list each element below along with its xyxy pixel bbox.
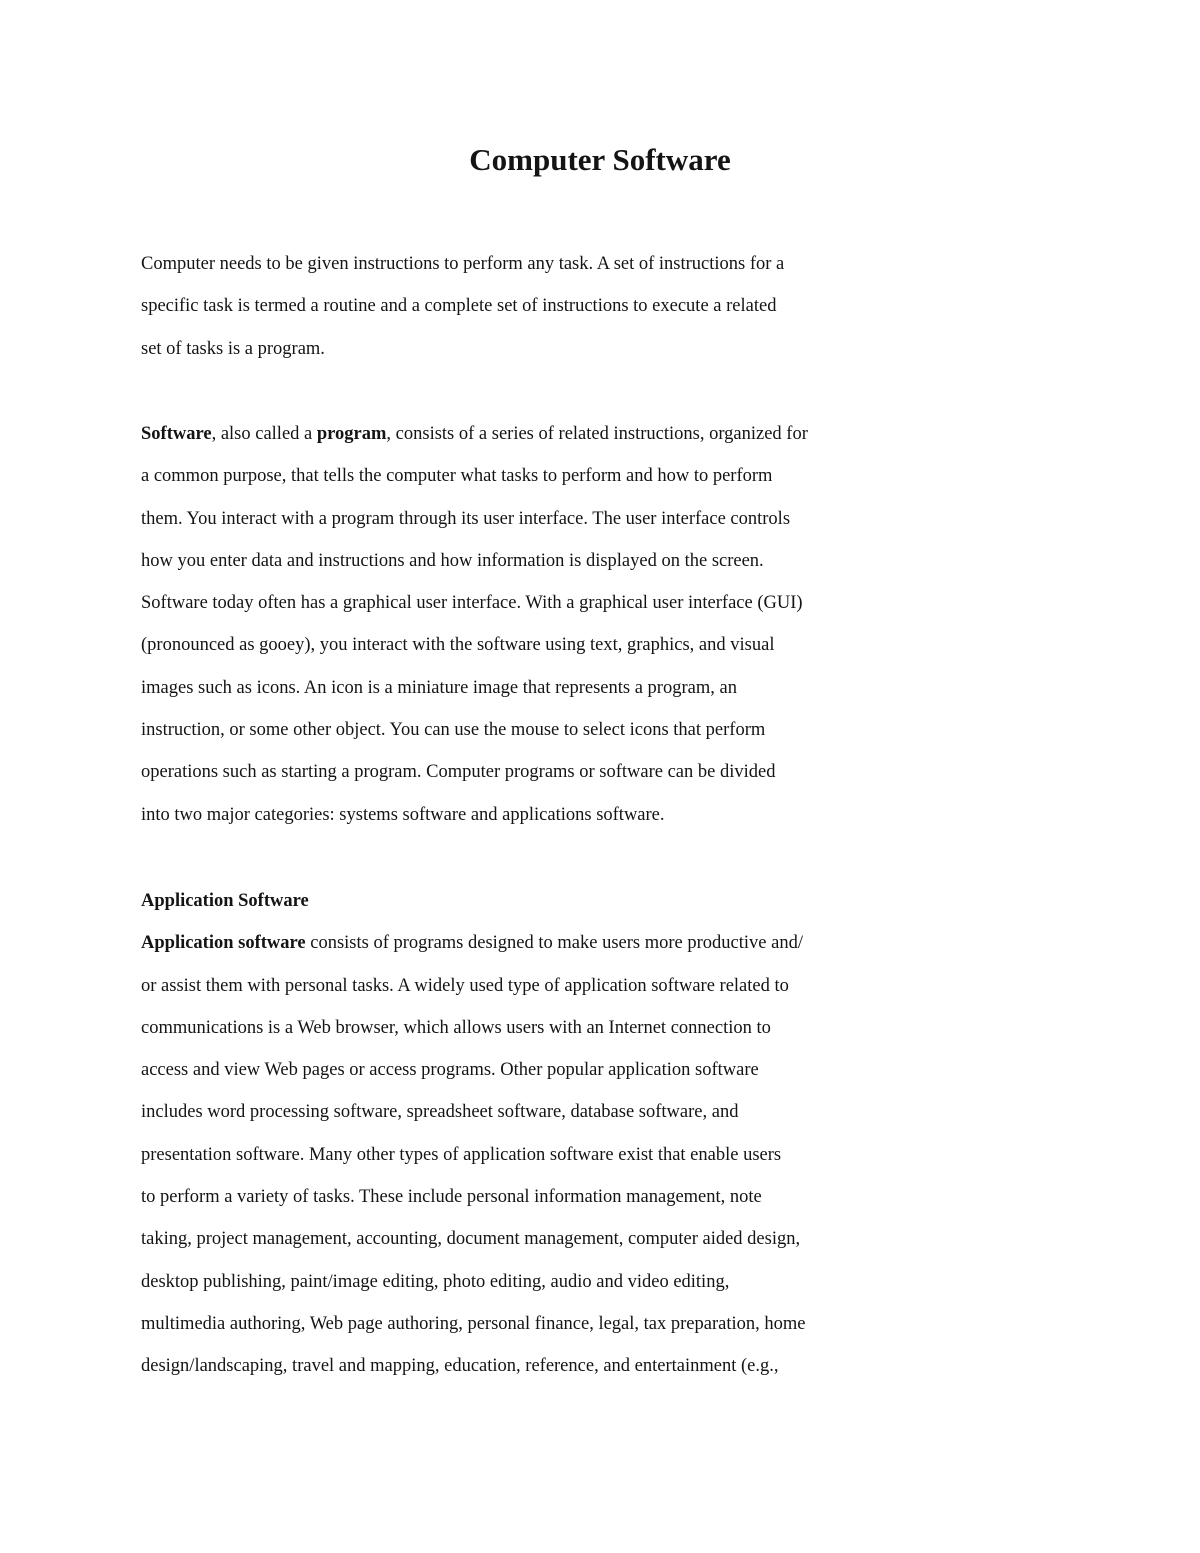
paragraph-line: into two major categories: systems software and applications software.: [141, 804, 665, 825]
paragraph-line: [141, 922, 941, 964]
paragraph-line: multimedia authoring, Web page authoring, personal finance, legal, tax preparation, home: [141, 1313, 806, 1334]
inline-text: , consists of a series of related instructions, organized for: [386, 424, 808, 444]
inline-text: , also called a: [211, 424, 317, 444]
term-application-software: Application software: [141, 933, 306, 954]
term-program: program: [316, 424, 387, 444]
paragraph-line: how you enter data and instructions and how information is displayed on the screen.: [141, 550, 764, 571]
software-definition-paragraph: [141, 413, 941, 836]
intro-paragraph: [141, 243, 941, 370]
paragraph-line: access and view Web pages or access programs. Other popular application software: [141, 1060, 759, 1081]
paragraph-line: them. You interact with a program through its user interface. The user interface controls: [141, 508, 791, 529]
paragraph-line: specific task is termed a routine and a complete set of instructions to execute a related: [141, 296, 777, 317]
document-title: Computer Software: [469, 142, 731, 177]
paragraph-line: presentation software. Many other types of application software exist that enable users: [141, 1144, 782, 1165]
paragraph-line: or assist them with personal tasks. A widely used type of application software related to: [141, 975, 789, 996]
paragraph-line: desktop publishing, paint/image editing, photo editing, audio and video editing,: [141, 1271, 730, 1292]
paragraph-line: Computer needs to be given instructions to perform any task. A set of instructions for a: [141, 254, 785, 274]
paragraph-line: design/landscaping, travel and mapping, education, reference, and entertainment (e.g.,: [141, 1356, 779, 1377]
paragraph-line: a common purpose, that tells the computer what tasks to perform and how to perform: [141, 466, 773, 487]
paragraph-line: instruction, or some other object. You can use the mouse to select icons that perform: [141, 720, 766, 741]
paragraph-line: [141, 413, 941, 455]
paragraph-line: images such as icons. An icon is a miniature image that represents a program, an: [141, 677, 737, 698]
paragraph-line: to perform a variety of tasks. These include personal information management, note: [141, 1187, 762, 1208]
paragraph-line: Software today often has a graphical user interface. With a graphical user interface (GUI): [141, 593, 803, 614]
section-heading: Application Software: [141, 891, 309, 911]
term-software: Software: [141, 424, 212, 444]
paragraph-line: communications is a Web browser, which allows users with an Internet connection to: [141, 1017, 771, 1038]
application-software-section: [141, 880, 941, 1388]
paragraph-line: (pronounced as gooey), you interact with the software using text, graphics, and visual: [141, 635, 775, 656]
inline-text: consists of programs designed to make users more productive and/: [305, 933, 803, 954]
paragraph-line: taking, project management, accounting, document management, computer aided design,: [141, 1229, 801, 1250]
paragraph-line: set of tasks is a program.: [141, 338, 325, 359]
paragraph-line: operations such as starting a program. Computer programs or software can be divided: [141, 762, 776, 783]
paragraph-line: includes word processing software, spreadsheet software, database software, and: [141, 1102, 739, 1123]
